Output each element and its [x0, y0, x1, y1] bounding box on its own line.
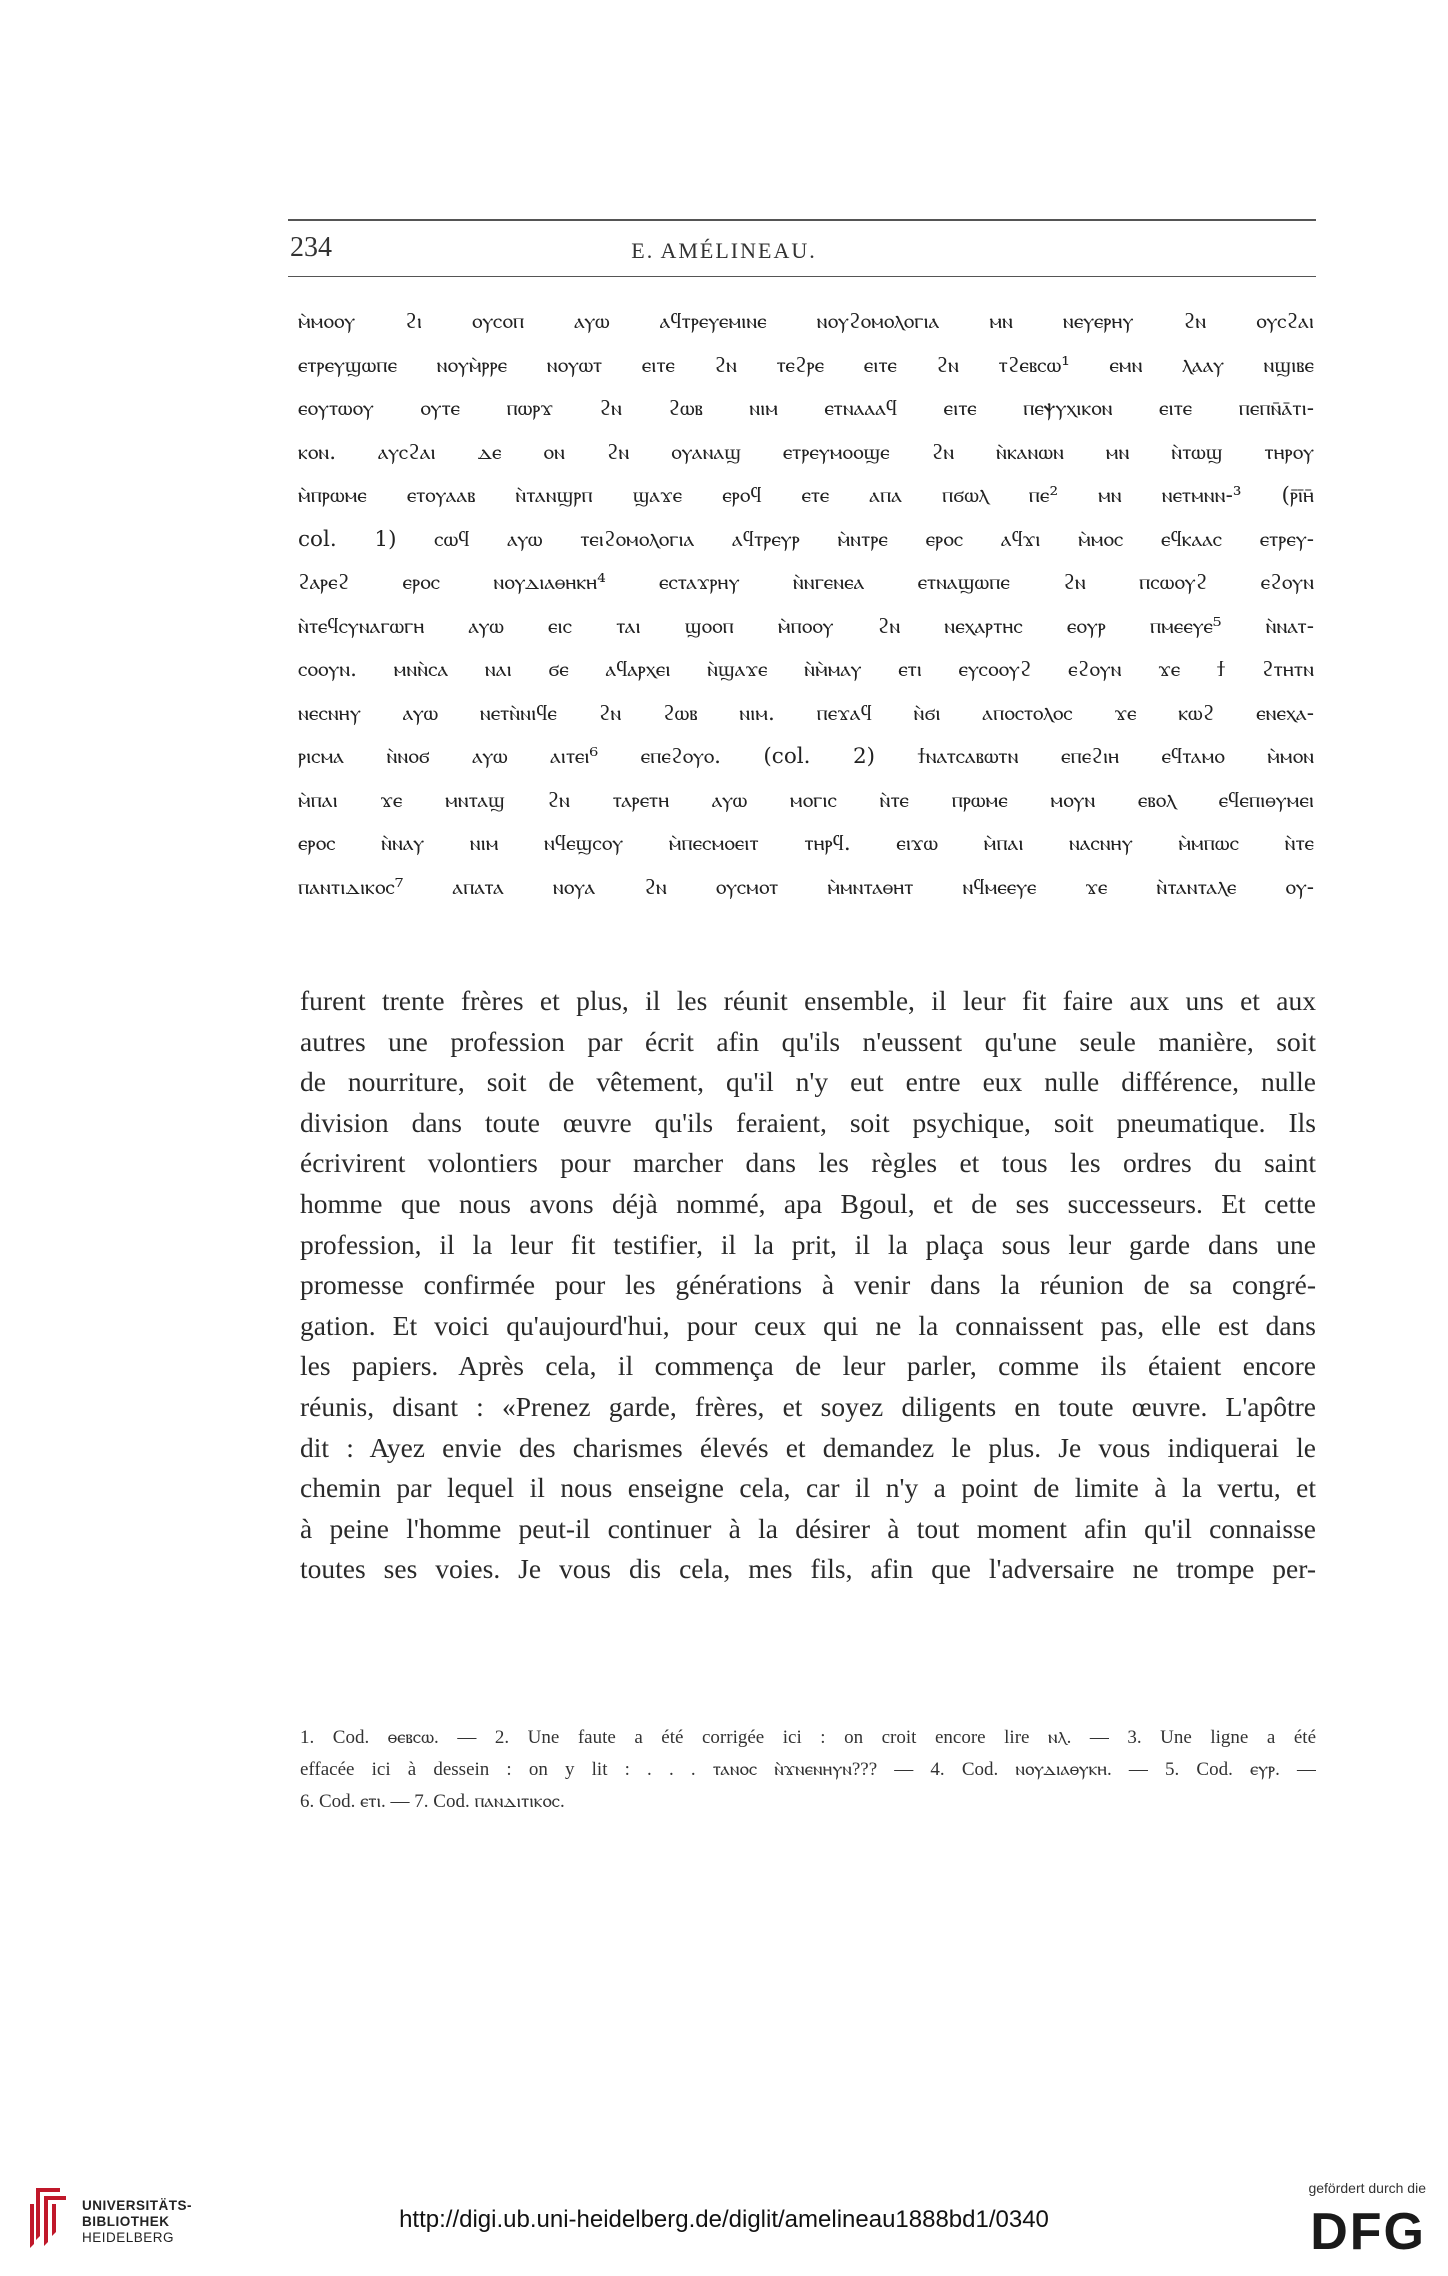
french-translation-block	[300, 981, 1316, 1590]
french-line: gation. Et voici qu'aujourd'hui, pour ceux qui ne la connaissent pas, elle est dans	[300, 1309, 1316, 1341]
funding-label: gefördert durch die	[1308, 2180, 1426, 2196]
footer-bar	[0, 2162, 1448, 2276]
library-name-line: BIBLIOTHEK	[82, 2214, 170, 2229]
coptic-line: ⲥⲟⲟⲩⲛ. ⲙⲛⲛ̀ⲥⲁ ⲛⲁⲓ ϭⲉ ⲁϥⲁⲣⲭⲉⲓ ⲛ̀ϣⲁϫⲉ ⲛ̀ⲙ̀ⲙⲁⲩ ⲉⲧⲓ ⲉⲩⲥⲟⲟⲩϩ ⲉϩⲟⲩⲛ ϫⲉ ϯ ϩⲧⲏⲧⲛ	[298, 657, 1314, 682]
coptic-line: col. 1) ⲥⲱϥ ⲁⲩⲱ ⲧⲉⲓϩⲟⲙⲟⲗⲟⲅⲓⲁ ⲁϥⲧⲣⲉⲩⲣ ⲙ̀ⲛⲧⲣⲉ ⲉⲣⲟⲥ ⲁϥϫⲓ ⲙ̀ⲙⲟⲥ ⲉϥⲕⲁⲁⲥ ⲉⲧⲣⲉⲩ-	[298, 526, 1314, 552]
french-line: réunis, disant : «Prenez garde, frères, et soyez diligents en toute œuvre. L'apôtre	[300, 1390, 1316, 1422]
french-line: promesse confirmée pour les générations à venir dans la réunion de sa congré-	[300, 1269, 1316, 1301]
coptic-text-block	[298, 300, 1314, 909]
footnote-line: 6. Cod. ⲉⲧⲓ. — 7. Cod. ⲡⲁⲛⲇⲓⲧⲓⲕⲟⲥ.	[300, 1791, 565, 1812]
french-line: à peine l'homme peut-il continuer à la désirer à tout moment afin qu'il connaisse	[300, 1512, 1316, 1544]
french-line: autres une profession par écrit afin qu'ils n'eussent qu'une seule manière, soit	[300, 1025, 1316, 1057]
coptic-line: ⲉⲧⲣⲉⲩϣⲱⲡⲉ ⲛⲟⲩⲙ̀ⲣⲣⲉ ⲛⲟⲩⲱⲧ ⲉⲓⲧⲉ ϩⲛ ⲧⲉϩⲣⲉ ⲉⲓⲧⲉ ϩⲛ ⲧϩⲉⲃⲥⲱ¹ ⲉⲙⲛ ⲗⲁⲁⲩ ⲛϣⲓⲃⲉ	[298, 352, 1314, 378]
coptic-line: ⲙ̀ⲙⲟⲟⲩ ϩⲓ ⲟⲩⲥⲟⲡ ⲁⲩⲱ ⲁϥⲧⲣⲉⲩⲉⲙⲓⲛⲉ ⲛⲟⲩϩⲟⲙⲟⲗⲟⲅⲓⲁ ⲙⲛ ⲛⲉⲩⲉⲣⲏⲩ ϩⲛ ⲟⲩⲥϩⲁⲓ	[298, 309, 1314, 334]
coptic-line: ⲉⲣⲟⲥ ⲛ̀ⲛⲁⲩ ⲛⲓⲙ ⲛϥⲉϣⲥⲟⲩ ⲙ̀ⲡⲉⲥⲙⲟⲉⲓⲧ ⲧⲏⲣϥ. ⲉⲓϫⲱ ⲙ̀ⲡⲁⲓ ⲛⲁⲥⲛⲏⲩ ⲙ̀ⲙⲡⲱⲥ ⲛ̀ⲧⲉ	[298, 831, 1314, 856]
header-rule	[288, 276, 1316, 277]
coptic-line: ⲛ̀ⲧⲉϥⲥⲩⲛⲁⲅⲱⲅⲏ ⲁⲩⲱ ⲉⲓⲥ ⲧⲁⲓ ϣⲟⲟⲡ ⲙ̀ⲡⲟⲟⲩ ϩⲛ ⲛⲉⲭⲁⲣⲧⲏⲥ ⲉⲟⲩⲣ ⲡⲙⲉⲉⲩⲉ⁵ ⲛ̀ⲛⲁⲧ-	[298, 613, 1314, 639]
coptic-line: ϩⲁⲣⲉϩ ⲉⲣⲟⲥ ⲛⲟⲩⲇⲓⲁⲑⲏⲕⲏ⁴ ⲉⲥⲧⲁϫⲣⲏⲩ ⲛ̀ⲛⲅⲉⲛⲉⲁ ⲉⲧⲛⲁϣⲱⲡⲉ ϩⲛ ⲡⲥⲱⲟⲩϩ ⲉϩⲟⲩⲛ	[298, 570, 1314, 595]
coptic-line: ⲙ̀ⲡⲣⲱⲙⲉ ⲉⲧⲟⲩⲁⲁⲃ ⲛ̀ⲧⲁⲛϣⲣⲡ ϣⲁϫⲉ ⲉⲣⲟϥ ⲉⲧⲉ ⲁⲡⲁ ⲡϭⲱⲗ ⲡⲉ² ⲙⲛ ⲛⲉⲧⲙⲛⲛ-³ (ⲣ̄ⲓ̄ⲏ̄	[298, 483, 1314, 508]
french-line: dit : Ayez envie des charismes élevés et demandez le plus. Je vous indiquerai le	[300, 1431, 1316, 1463]
library-name-line: HEIDELBERG	[82, 2230, 175, 2245]
coptic-line: ⲙ̀ⲡⲁⲓ ϫⲉ ⲙⲛⲧⲁϣ ϩⲛ ⲧⲁⲣⲉⲧⲏ ⲁⲩⲱ ⲙⲟⲅⲓⲥ ⲛ̀ⲧⲉ ⲡⲣⲱⲙⲉ ⲙⲟⲩⲛ ⲉⲃⲟⲗ ⲉϥⲉⲡⲓⲑⲩⲙⲉⲓ	[298, 787, 1314, 813]
coptic-line: ⲡⲁⲛⲧⲓⲇⲓⲕⲟⲥ⁷ ⲁⲡⲁⲧⲁ ⲛⲟⲩⲁ ϩⲛ ⲟⲩⲥⲙⲟⲧ ⲙ̀ⲙⲛⲧⲁⲑⲏⲧ ⲛϥⲙⲉⲉⲩⲉ ϫⲉ ⲛ̀ⲧⲁⲛⲧⲁⲗⲉ ⲟⲩ-	[298, 874, 1314, 900]
french-line: homme que nous avons déjà nommé, apa Bgoul, et de ses successeurs. Et cette	[300, 1187, 1316, 1219]
french-line: division dans toute œuvre qu'ils feraient, soit psychique, soit pneumatique. Ils	[300, 1106, 1316, 1138]
footnote-line: 1. Cod. ⲑⲉⲃⲥⲱ. — 2. Une faute a été corrigée ici : on croit encore lire ⲛⲗ. — 3. Une ligne a été	[300, 1727, 1316, 1748]
dfg-logo: DFG	[1310, 2203, 1426, 2261]
page-number: 234	[290, 232, 332, 263]
coptic-line: ⲣⲓⲥⲙⲁ ⲛ̀ⲛⲟϭ ⲁⲩⲱ ⲁⲓⲧⲉⲓ⁶ ⲉⲡⲉϩⲟⲩⲟ. (col. 2) ϯⲛⲁⲧⲥⲁⲃⲱⲧⲛ ⲉⲡⲉϩⲓⲏ ⲉϥⲧⲁⲙⲟ ⲙ̀ⲙⲟⲛ	[298, 744, 1314, 769]
french-line: profession, il la leur fit testifier, il la prit, il la plaça sous leur garde dans une	[300, 1228, 1316, 1260]
coptic-line: ⲉⲟⲩⲧⲱⲟⲩ ⲟⲩⲧⲉ ⲡⲱⲣϫ ϩⲛ ϩⲱⲃ ⲛⲓⲙ ⲉⲧⲛⲁⲁⲁϥ ⲉⲓⲧⲉ ⲡⲉⲯⲩⲭⲓⲕⲟⲛ ⲉⲓⲧⲉ ⲡⲉⲡⲛ̄ⲁ̄ⲧⲓ-	[298, 396, 1314, 421]
coptic-line: ⲕⲟⲛ. ⲁⲩⲥϩⲁⲓ ⲇⲉ ⲟⲛ ϩⲛ ⲟⲩⲁⲛⲁϣ ⲉⲧⲣⲉⲩⲙⲟⲟϣⲉ ϩⲛ ⲛ̀ⲕⲁⲛⲱⲛ ⲙⲛ ⲛ̀ⲧⲱϣ ⲧⲏⲣⲟⲩ	[298, 439, 1314, 465]
footnotes-block	[300, 1722, 1316, 1818]
french-line: écrivirent volontiers pour marcher dans les règles et tous les ordres du saint	[300, 1147, 1316, 1179]
french-line: toutes ses voies. Je vous dis cela, mes fils, afin que l'adversaire ne trompe per-	[300, 1553, 1316, 1585]
top-rule	[288, 219, 1316, 221]
footnote-line: effacée ici à dessein : on y lit : . . . ⲧⲁⲛⲟⲥ ⲛ̀ϫⲛⲉⲛⲏⲩⲛ??? — 4. Cod. ⲛⲟⲩⲇⲓⲁⲑⲩⲕⲏ. — 5. Cod. ⲉⲩⲣ. —	[300, 1759, 1316, 1780]
french-line: chemin par lequel il nous enseigne cela, car il n'y a point de limite à la vertu, et	[300, 1472, 1316, 1504]
source-url-link[interactable]: http://digi.ub.uni-heidelberg.de/diglit/amelineau1888bd1/0340	[399, 2206, 1049, 2233]
running-head: E. AMÉLINEAU.	[631, 238, 817, 263]
french-line: furent trente frères et plus, il les réunit ensemble, il leur fit faire aux uns et aux	[300, 985, 1316, 1016]
coptic-line: ⲛⲉⲥⲛⲏⲩ ⲁⲩⲱ ⲛⲉⲧⲛ̀ⲛⲓϥⲉ ϩⲛ ϩⲱⲃ ⲛⲓⲙ. ⲡⲉϫⲁϥ ⲛ̀ϭⲓ ⲁⲡⲟⲥⲧⲟⲗⲟⲥ ϫⲉ ⲕⲱϩ ⲉⲛⲉⲭⲁ-	[298, 700, 1314, 726]
library-name-line: UNIVERSITÄTS-	[82, 2198, 193, 2213]
french-line: les papiers. Après cela, il commença de leur parler, comme ils étaient encore	[300, 1350, 1316, 1382]
french-line: de nourriture, soit de vêtement, qu'il n'y eut entre eux nulle différence, nulle	[300, 1066, 1316, 1098]
